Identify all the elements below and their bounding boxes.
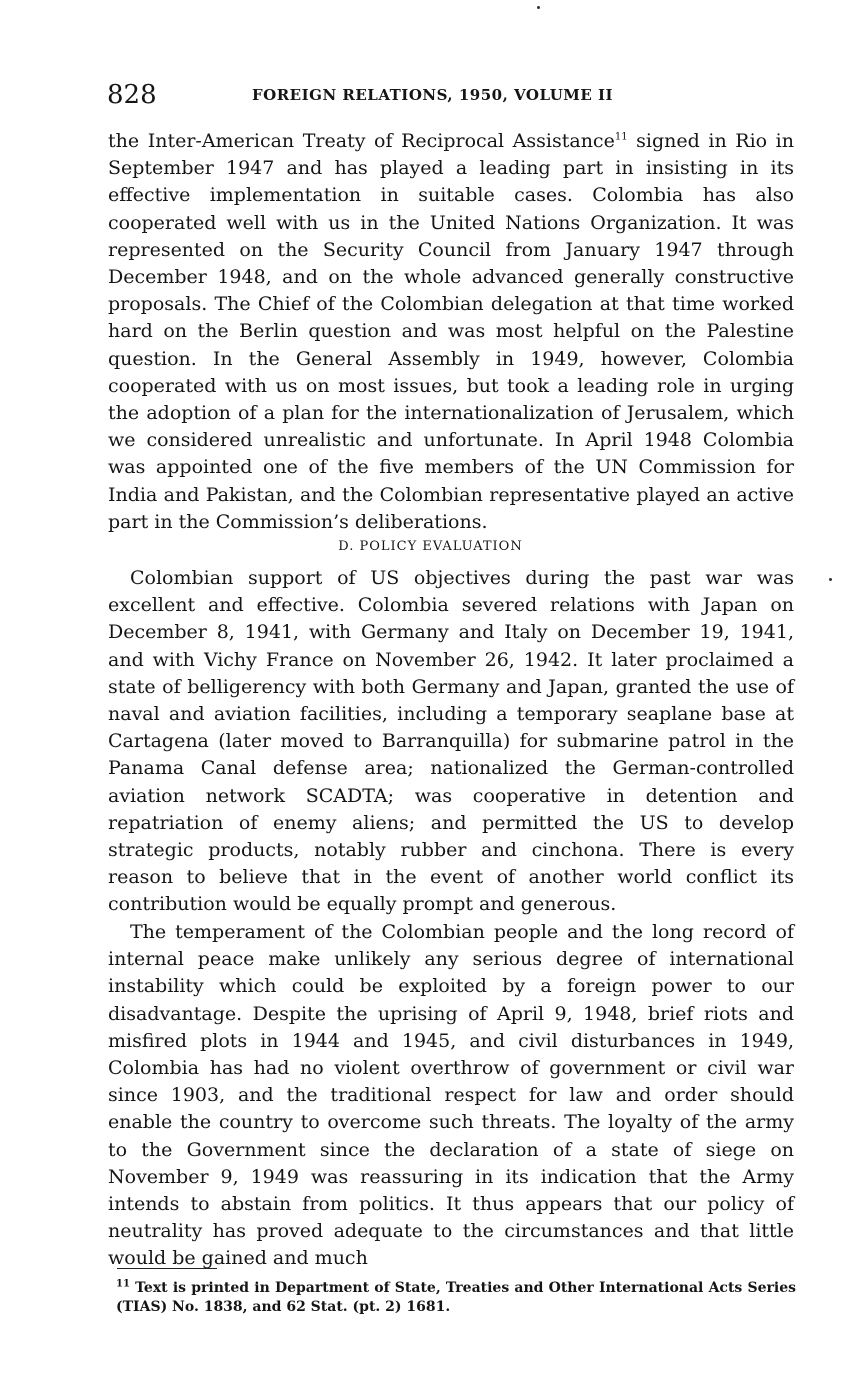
running-head: FOREIGN RELATIONS, 1950, VOLUME II	[252, 86, 614, 104]
page-number: 828	[107, 80, 157, 110]
paragraph-continued	[108, 128, 794, 536]
footnote-divider	[117, 1268, 217, 1269]
paragraph-policy-support	[108, 565, 794, 919]
scan-speck	[537, 6, 540, 9]
paragraph-text-part: signed in Rio in September 1947 and has played a leading part in insisting in its effective implementation in suitable cases. Colombia has also cooperated well with us in the United Nations Organization. It was represented on the Security Council from January 1947 through December 1948, and on the whole advanced generally constructive proposals. The Chief of the Colombian delegation at that time worked hard on the Berlin question and was most helpful on the Palestine question. In the General Assembly in 1949, however, Colombia cooperated with us on most issues, but took a leading role in urging the adoption of a plan for the internationalization of Jerusalem, which we considered unrealistic and unfortunate. In April 1948 Colombia was appointed one of the five members of the UN Commission for India and Pakistan, and the Colombian representative played an active part in the Commission’s deliberations.	[108, 130, 794, 533]
paragraph-text	[108, 128, 794, 536]
footnote	[116, 1279, 796, 1317]
page-header	[107, 80, 797, 114]
paragraph-text: The temperament of the Colombian people and the long record of internal peace make unlikely any serious degree of international instability which could be exploited by a foreign power to our disadvantage. Despite the uprising of April 9, 1948, brief riots and misfired plots in 1944 and 1945, and civil disturbances in 1949, Colombia has had no violent overthrow of government or civil war since 1903, and the traditional respect for law and order should enable the country to overcome such threats. The loyalty of the army to the Government since the declaration of a state of siege on November 9, 1949 was reassuring in its indication that the Army intends to abstain from politics. It thus appears that our policy of neutrality has proved adequate to the circumstances and that little would be gained and much	[108, 921, 794, 1270]
paragraph-text-part: the Inter-American Treaty of Reciprocal Assistance	[108, 130, 615, 152]
scan-speck	[829, 578, 832, 581]
footnote-reference: 11	[614, 131, 628, 143]
footnote-text: Text is printed in Department of State, Treaties and Other International Acts Series (TIAS) No. 1838, and 62 Stat. (pt. 2) 1681.	[116, 1280, 796, 1315]
section-heading: D. POLICY EVALUATION	[338, 539, 523, 554]
paragraph-temperament	[108, 919, 794, 1273]
footnote-number: 11	[116, 1278, 130, 1290]
paragraph-text: Colombian support of US objectives during the past war was excellent and effective. Colombia severed relations with Japan on December 8, 1941, with Germany and Italy on December 19, 1941, and with Vichy France on November 26, 1942. It later proclaimed a state of belligerency with both Germany and Japan, granted the use of naval and aviation facilities, including a temporary seaplane base at Cartagena (later moved to Barranquilla) for submarine patrol in the Panama Canal defense area; nationalized the German-controlled aviation network SCADTA; was cooperative in detention and repatriation of enemy aliens; and permitted the US to develop strategic products, notably rubber and cinchona. There is every reason to believe that in the event of another world conflict its contribution would be equally prompt and generous.	[108, 567, 794, 916]
